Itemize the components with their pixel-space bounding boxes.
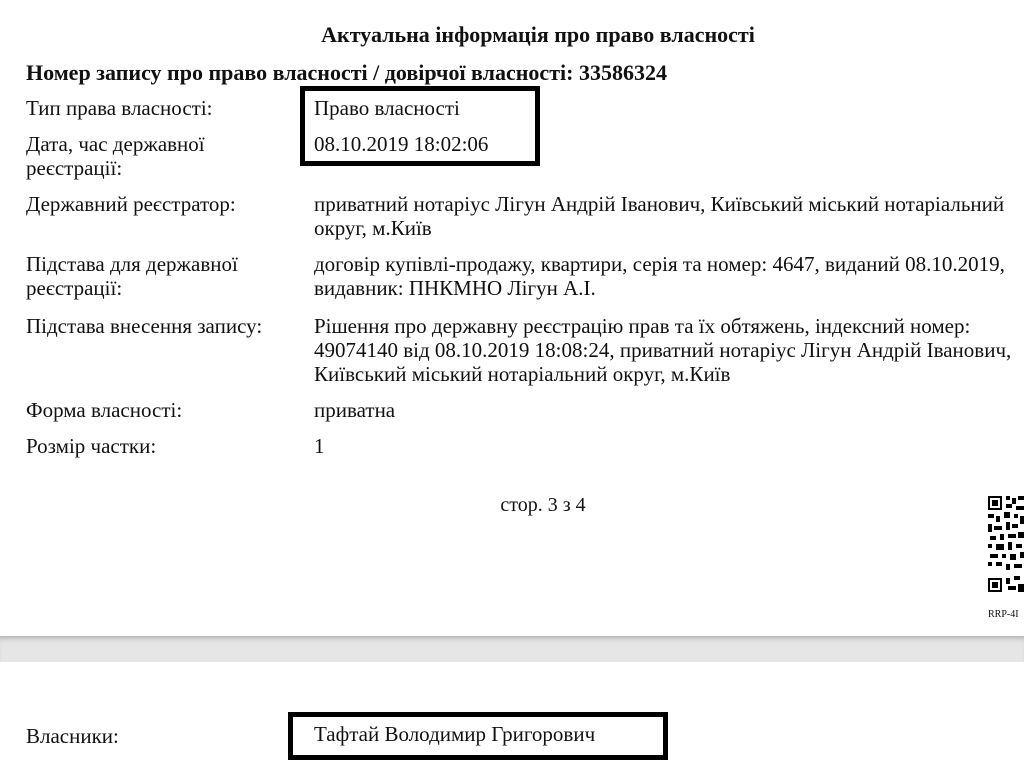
field-label-ownership-type: Тип права власності: <box>26 96 213 120</box>
page-separator <box>0 636 1024 662</box>
highlight-box-owner <box>288 712 668 760</box>
qr-code-icon <box>986 494 1024 596</box>
highlight-box-ownership <box>300 86 540 166</box>
document-title: Актуальна інформація про право власності <box>321 22 755 47</box>
field-label-ownership-form: Форма власності: <box>26 398 183 422</box>
field-label-share-size: Розмір частки: <box>26 434 157 458</box>
field-label-registration-basis: Підстава для державної реєстрації: <box>26 252 238 300</box>
owners-value: Тафтай Володимир Григорович <box>314 722 596 746</box>
owners-label: Власники: <box>26 724 119 748</box>
field-value-registration-date: 08.10.2019 18:02:06 <box>314 132 489 156</box>
document-page-4 <box>0 662 1024 761</box>
field-value-ownership-form: приватна <box>314 398 396 422</box>
record-number-heading: Номер запису про право власності / довірчої власності: 33586324 <box>26 60 667 85</box>
field-label-registrar: Державний реєстратор: <box>26 192 236 216</box>
field-value-ownership-type: Право власності <box>314 96 460 120</box>
field-label-registration-date: Дата, час державної реєстрації: <box>26 132 205 180</box>
field-value-registrar: приватний нотаріус Лігун Андрій Іванович, Київський міський нотаріальний округ, м.Київ <box>314 192 1005 240</box>
field-value-entry-basis: Рішення про державну реєстрацію прав та їх обтяжень, індексний номер: 49074140 від 08.10.2019 18:08:24, приватний нотаріус Лігун Андрій Іванович, Київський міський нотаріальний округ, м.Київ <box>314 314 1012 386</box>
field-label-entry-basis: Підстава внесення запису: <box>26 314 263 338</box>
field-value-registration-basis: договір купівлі-продажу, квартири, серія та номер: 4647, виданий 08.10.2019, видавник: ПНКМНО Лігун А.І. <box>314 252 1005 300</box>
document-code: RRP-4I <box>988 609 1019 620</box>
field-value-share-size: 1 <box>314 434 325 458</box>
page-number: стор. 3 з 4 <box>500 494 586 516</box>
